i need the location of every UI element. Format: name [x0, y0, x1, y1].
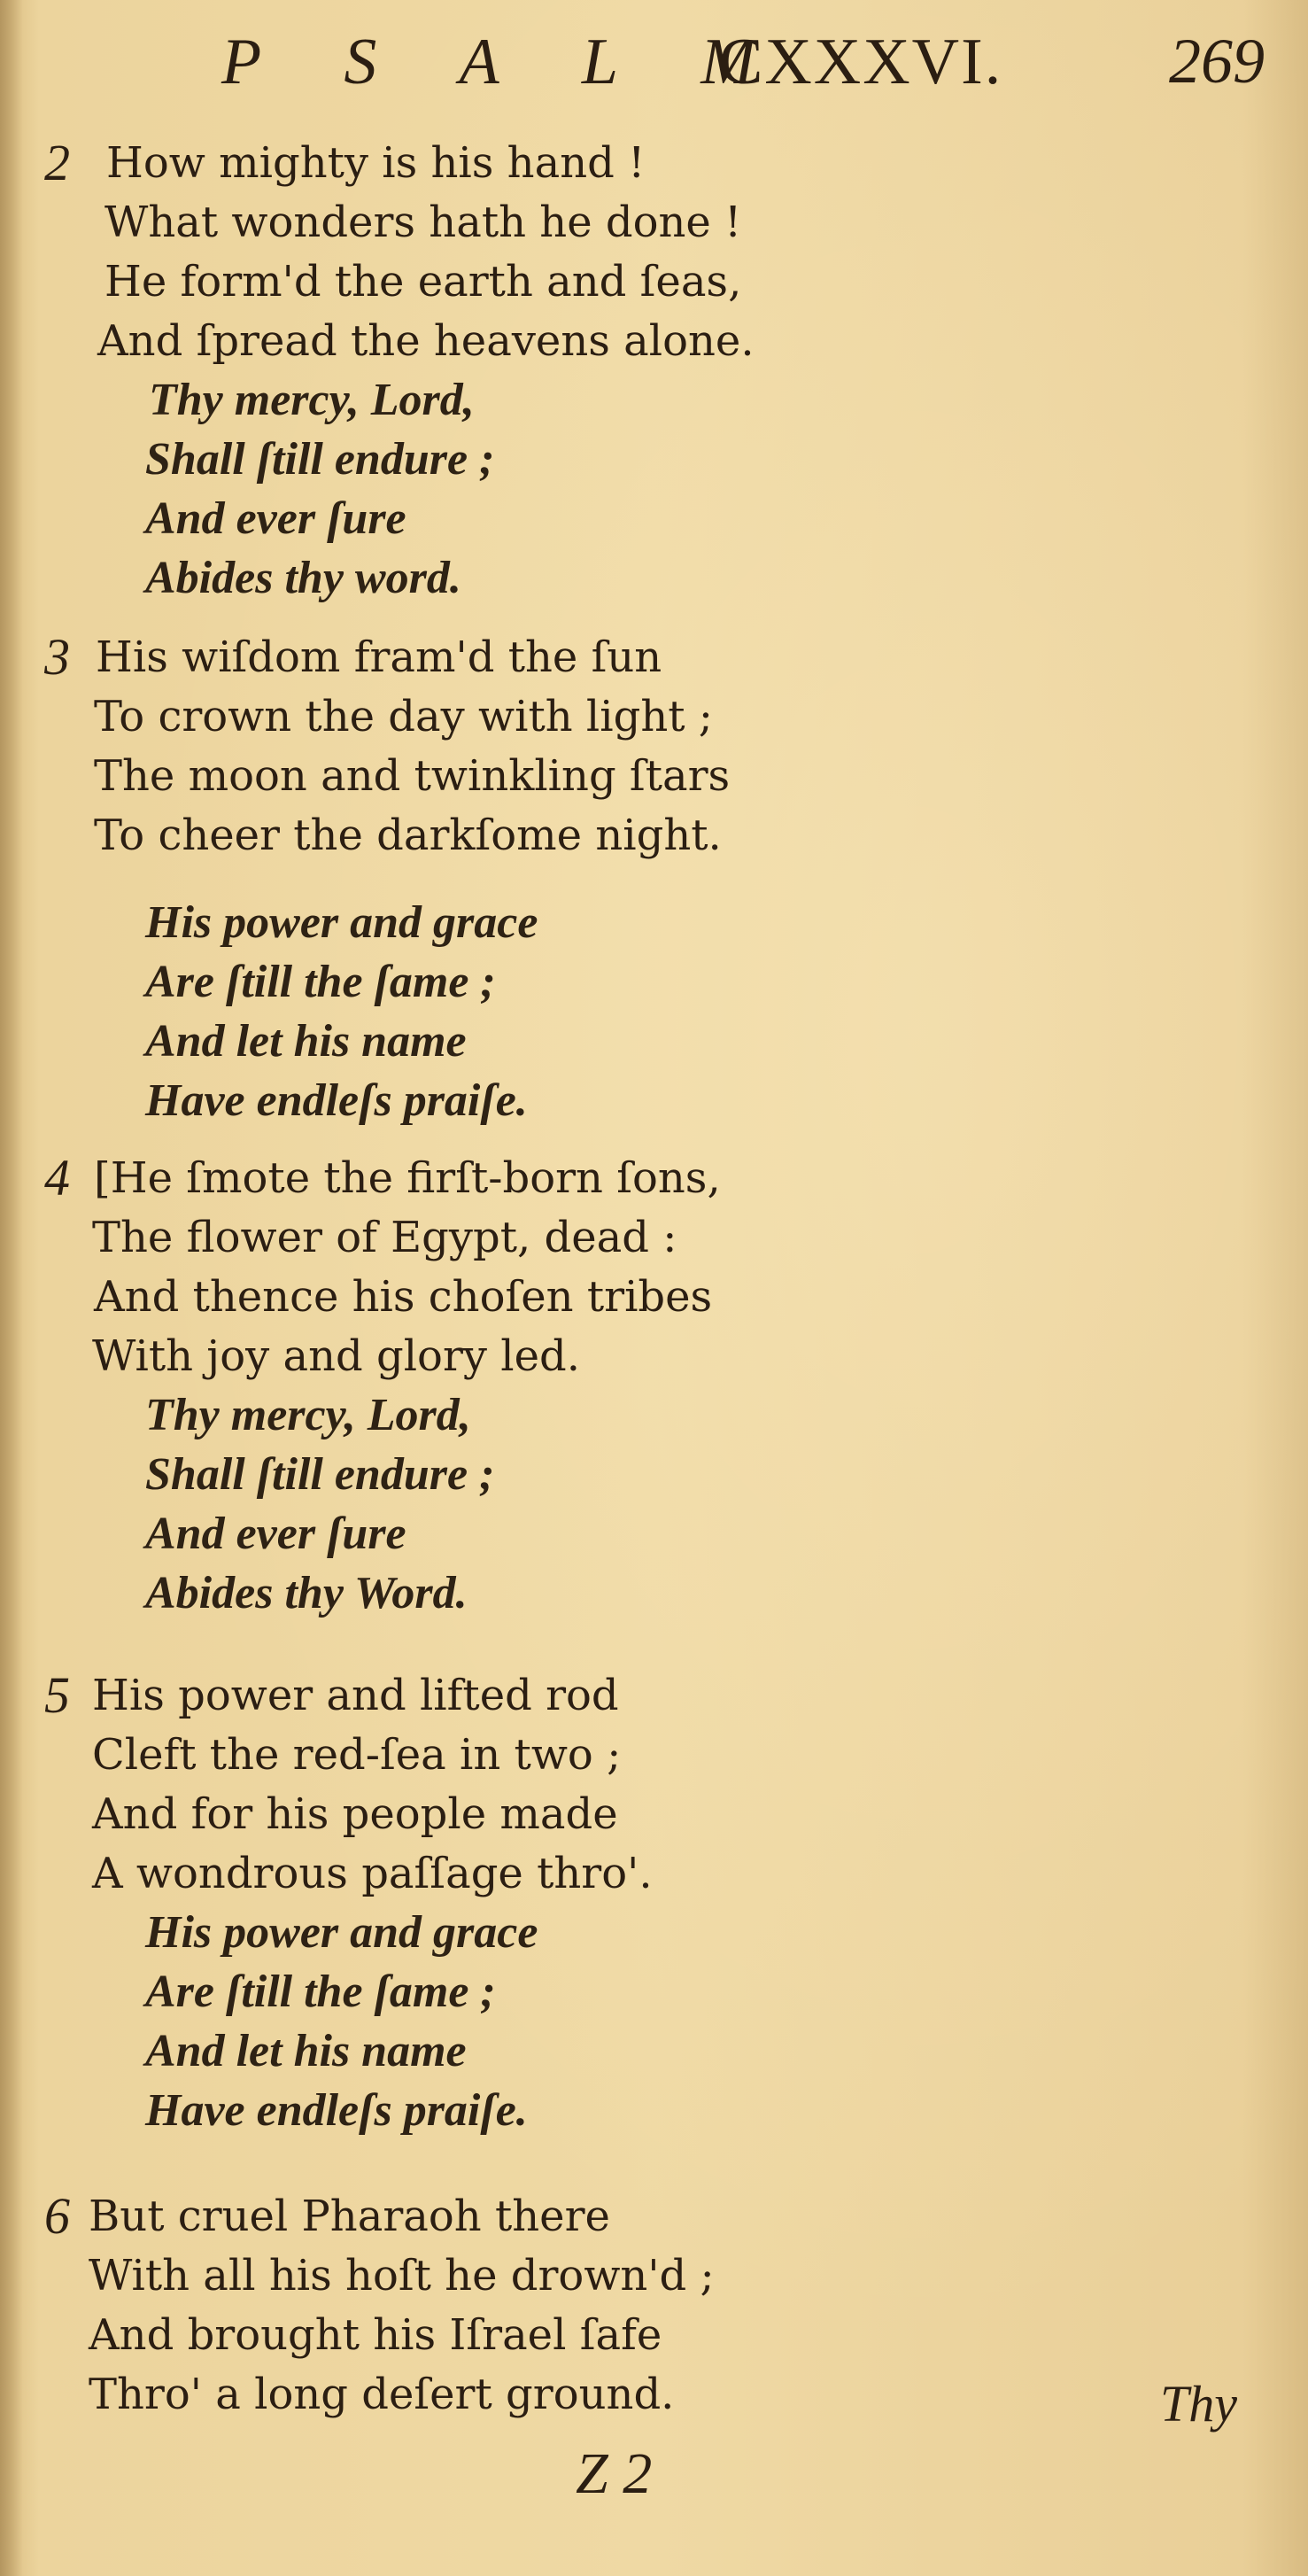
chorus-line: And ever ſure — [145, 493, 406, 544]
verse-line: His power and lifted rod — [92, 1671, 619, 1720]
stanza-number: 3 — [44, 628, 70, 686]
catchword: Thy — [1160, 2375, 1237, 2432]
psalm-number: CXXXVI. — [719, 26, 1003, 98]
verse-line: And for his people made — [92, 1789, 618, 1839]
stanza-number: 4 — [44, 1149, 70, 1207]
chorus-line: And let his name — [145, 2026, 467, 2076]
verse-line: With all his hoſt he drown'd ; — [89, 2251, 715, 2301]
stanza-number: 6 — [44, 2187, 70, 2245]
chorus-line: And ever ſure — [145, 1509, 406, 1559]
chorus-line: And let his name — [145, 1016, 467, 1067]
page-gutter-shadow — [0, 0, 23, 2576]
verse-line: The moon and twinkling ſtars — [94, 751, 731, 801]
chorus-line: His power and grace — [145, 1907, 538, 1958]
verse-line: How mighty is his hand ! — [106, 138, 646, 188]
stanza-number: 5 — [44, 1666, 70, 1724]
page-number: 269 — [1169, 26, 1265, 97]
verse-line: He form'd the earth and ſeas, — [104, 257, 742, 306]
chorus-line: Shall ſtill endure ; — [145, 1449, 495, 1500]
chorus-line: Thy mercy, Lord, — [145, 1390, 471, 1440]
chorus-line: Thy mercy, Lord, — [149, 375, 475, 425]
stanza-number: 2 — [44, 134, 70, 191]
verse-line: Thro' a long deſert ground. — [89, 2370, 675, 2419]
verse-line: To cheer the darkſome night. — [94, 811, 722, 860]
running-head: P S A L M — [221, 26, 789, 98]
verse-line: What wonders hath he done ! — [104, 198, 742, 247]
chorus-line: His power and grace — [145, 897, 538, 948]
verse-line: And ſpread the heavens alone. — [97, 316, 755, 366]
chorus-line: Have endleſs praiſe. — [145, 1075, 528, 1126]
chorus-line: Are ſtill the ſame ; — [145, 957, 496, 1007]
verse-line: His wiſdom fram'd the ſun — [96, 632, 662, 682]
verse-line: To crown the day with light ; — [94, 692, 713, 741]
chorus-line: Have endleſs praiſe. — [145, 2085, 528, 2136]
verse-line: But cruel Pharaoh there — [89, 2192, 610, 2241]
verse-line: A wondrous paſſage thro'. — [92, 1849, 653, 1898]
chorus-line: Are ſtill the ſame ; — [145, 1967, 496, 2017]
verse-line: With joy and glory led. — [92, 1331, 581, 1381]
verse-line: And thence his choſen tribes — [94, 1272, 713, 1322]
verse-line: [He ſmote the firſt-born ſons, — [94, 1153, 721, 1203]
chorus-line: Abides thy Word. — [145, 1568, 468, 1618]
signature-mark: Z 2 — [576, 2441, 653, 2506]
verse-line: The flower of Egypt, dead : — [92, 1213, 677, 1262]
chorus-line: Shall ſtill endure ; — [145, 434, 495, 485]
verse-line: Cleft the red-ſea in two ; — [92, 1730, 622, 1780]
chorus-line: Abides thy word. — [145, 553, 461, 603]
page-header — [0, 25, 1308, 105]
verse-line: And brought his Iſrael ſafe — [89, 2310, 662, 2360]
